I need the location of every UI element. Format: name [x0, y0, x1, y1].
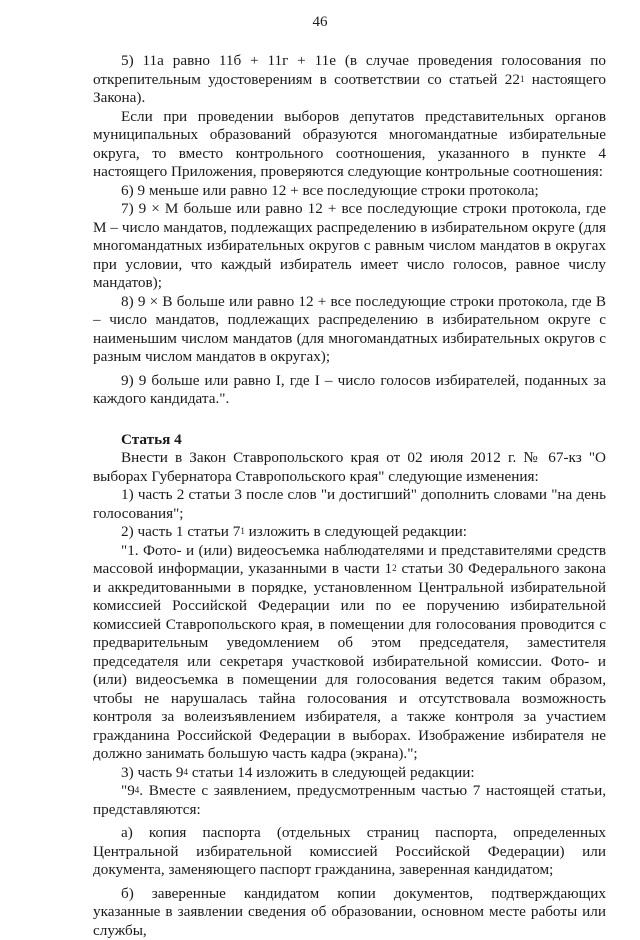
- paragraph: Если при проведении выборов депутатов представительных органов муниципальных образований образуются многомандатные избирательные округа, то вместо контрольного соотношения, указанного в пункте 4 настоящего Приложения, проверяются следующие контрольные соотношения:: [93, 108, 606, 182]
- paragraph: "$9^4$. Вместе с заявлением, предусмотренным частью 7 настоящей статьи, представляются:: [93, 782, 606, 819]
- paragraph: "1. Фото- и (или) видеосъемка наблюдателями и представителями средств массовой информации, указанными в части $1^2$ статьи 30 Федерального закона и аккредитованными в порядке, установленном Центральной избирательной комиссией Российской Федерации или по ее поручению избирательной комиссией Ставропольского края, в помещении для голосования проводится с предварительным уведомлением об этом председателя, заместителя председателя или секретаря участковой избирательной комиссии. Фото- и (или) видеосъемка в помещении для голосования ведется таким образом, чтобы не нарушалась тайна голосования и отсутствовала возможность контроля за волеизъявлением избирателя, а также контроля за участием гражданина Российской Федерации в выборах. Изображение избирателя не должно занимать большую часть кадра (экрана).";: [93, 542, 606, 764]
- article-heading: Статья 4: [93, 431, 606, 450]
- paragraph: 3) часть $9^4$ статьи 14 изложить в следующей редакции:: [93, 764, 606, 783]
- superscript: 1: [240, 526, 245, 536]
- paragraph: 6) 9 меньше или равно 12 + все последующие строки протокола;: [93, 182, 606, 201]
- paragraph: 8) 9 × В больше или равно 12 + все последующие строки протокола, где В – число мандатов, подлежащих распределению в избирательном округе с наименьшим числом мандатов (для многомандатных избирательных округов с разным числом мандатов в округах);: [93, 293, 606, 367]
- superscript: 4: [184, 767, 189, 777]
- paragraph: 7) 9 × М больше или равно 12 + все последующие строки протокола, где М – число мандатов, подлежащих распределению в избирательном округе (для многомандатных избирательных округов с равным числом мандатов в округах при условии, что каждый избиратель имеет число голосов, равное числу мандатов);: [93, 200, 606, 293]
- paragraph: 9) 9 больше или равно I, где I – число голосов избирателей, поданных за каждого кандидата.".: [93, 372, 606, 409]
- superscript: 1: [520, 74, 525, 84]
- paragraph: 2) часть 1 статьи $7^1$ изложить в следующей редакции:: [93, 523, 606, 542]
- paragraph: Внести в Закон Ставропольского края от 02 июля 2012 г. № 67-кз "О выборах Губернатора Ставропольского края" следующие изменения:: [93, 449, 606, 486]
- paragraph: а) копия паспорта (отдельных страниц паспорта, определенных Центральной избирательной комиссией Российской Федерации) или документа, заменяющего паспорт гражданина, заверенная кандидатом;: [93, 824, 606, 880]
- superscript: 4: [135, 785, 140, 795]
- paragraph: б) заверенные кандидатом копии документов, подтверждающих указанные в заявлении сведения об образовании, основном месте работы или службы,: [93, 885, 606, 940]
- page-number: 46: [0, 14, 640, 31]
- article-4-text: [93, 449, 606, 940]
- appendix-control-ratios: [93, 52, 606, 409]
- paragraph: 1) часть 2 статьи 3 после слов "и достигший" дополнить словами "на день голосования";: [93, 486, 606, 523]
- document-body: [93, 52, 606, 940]
- superscript: 2: [392, 563, 397, 573]
- paragraph: 5) 11а равно 11б + 11г + 11е (в случае проведения голосования по открепительным удостоверениям в соответствии со статьей $22^1$ настоящего Закона).: [93, 52, 606, 108]
